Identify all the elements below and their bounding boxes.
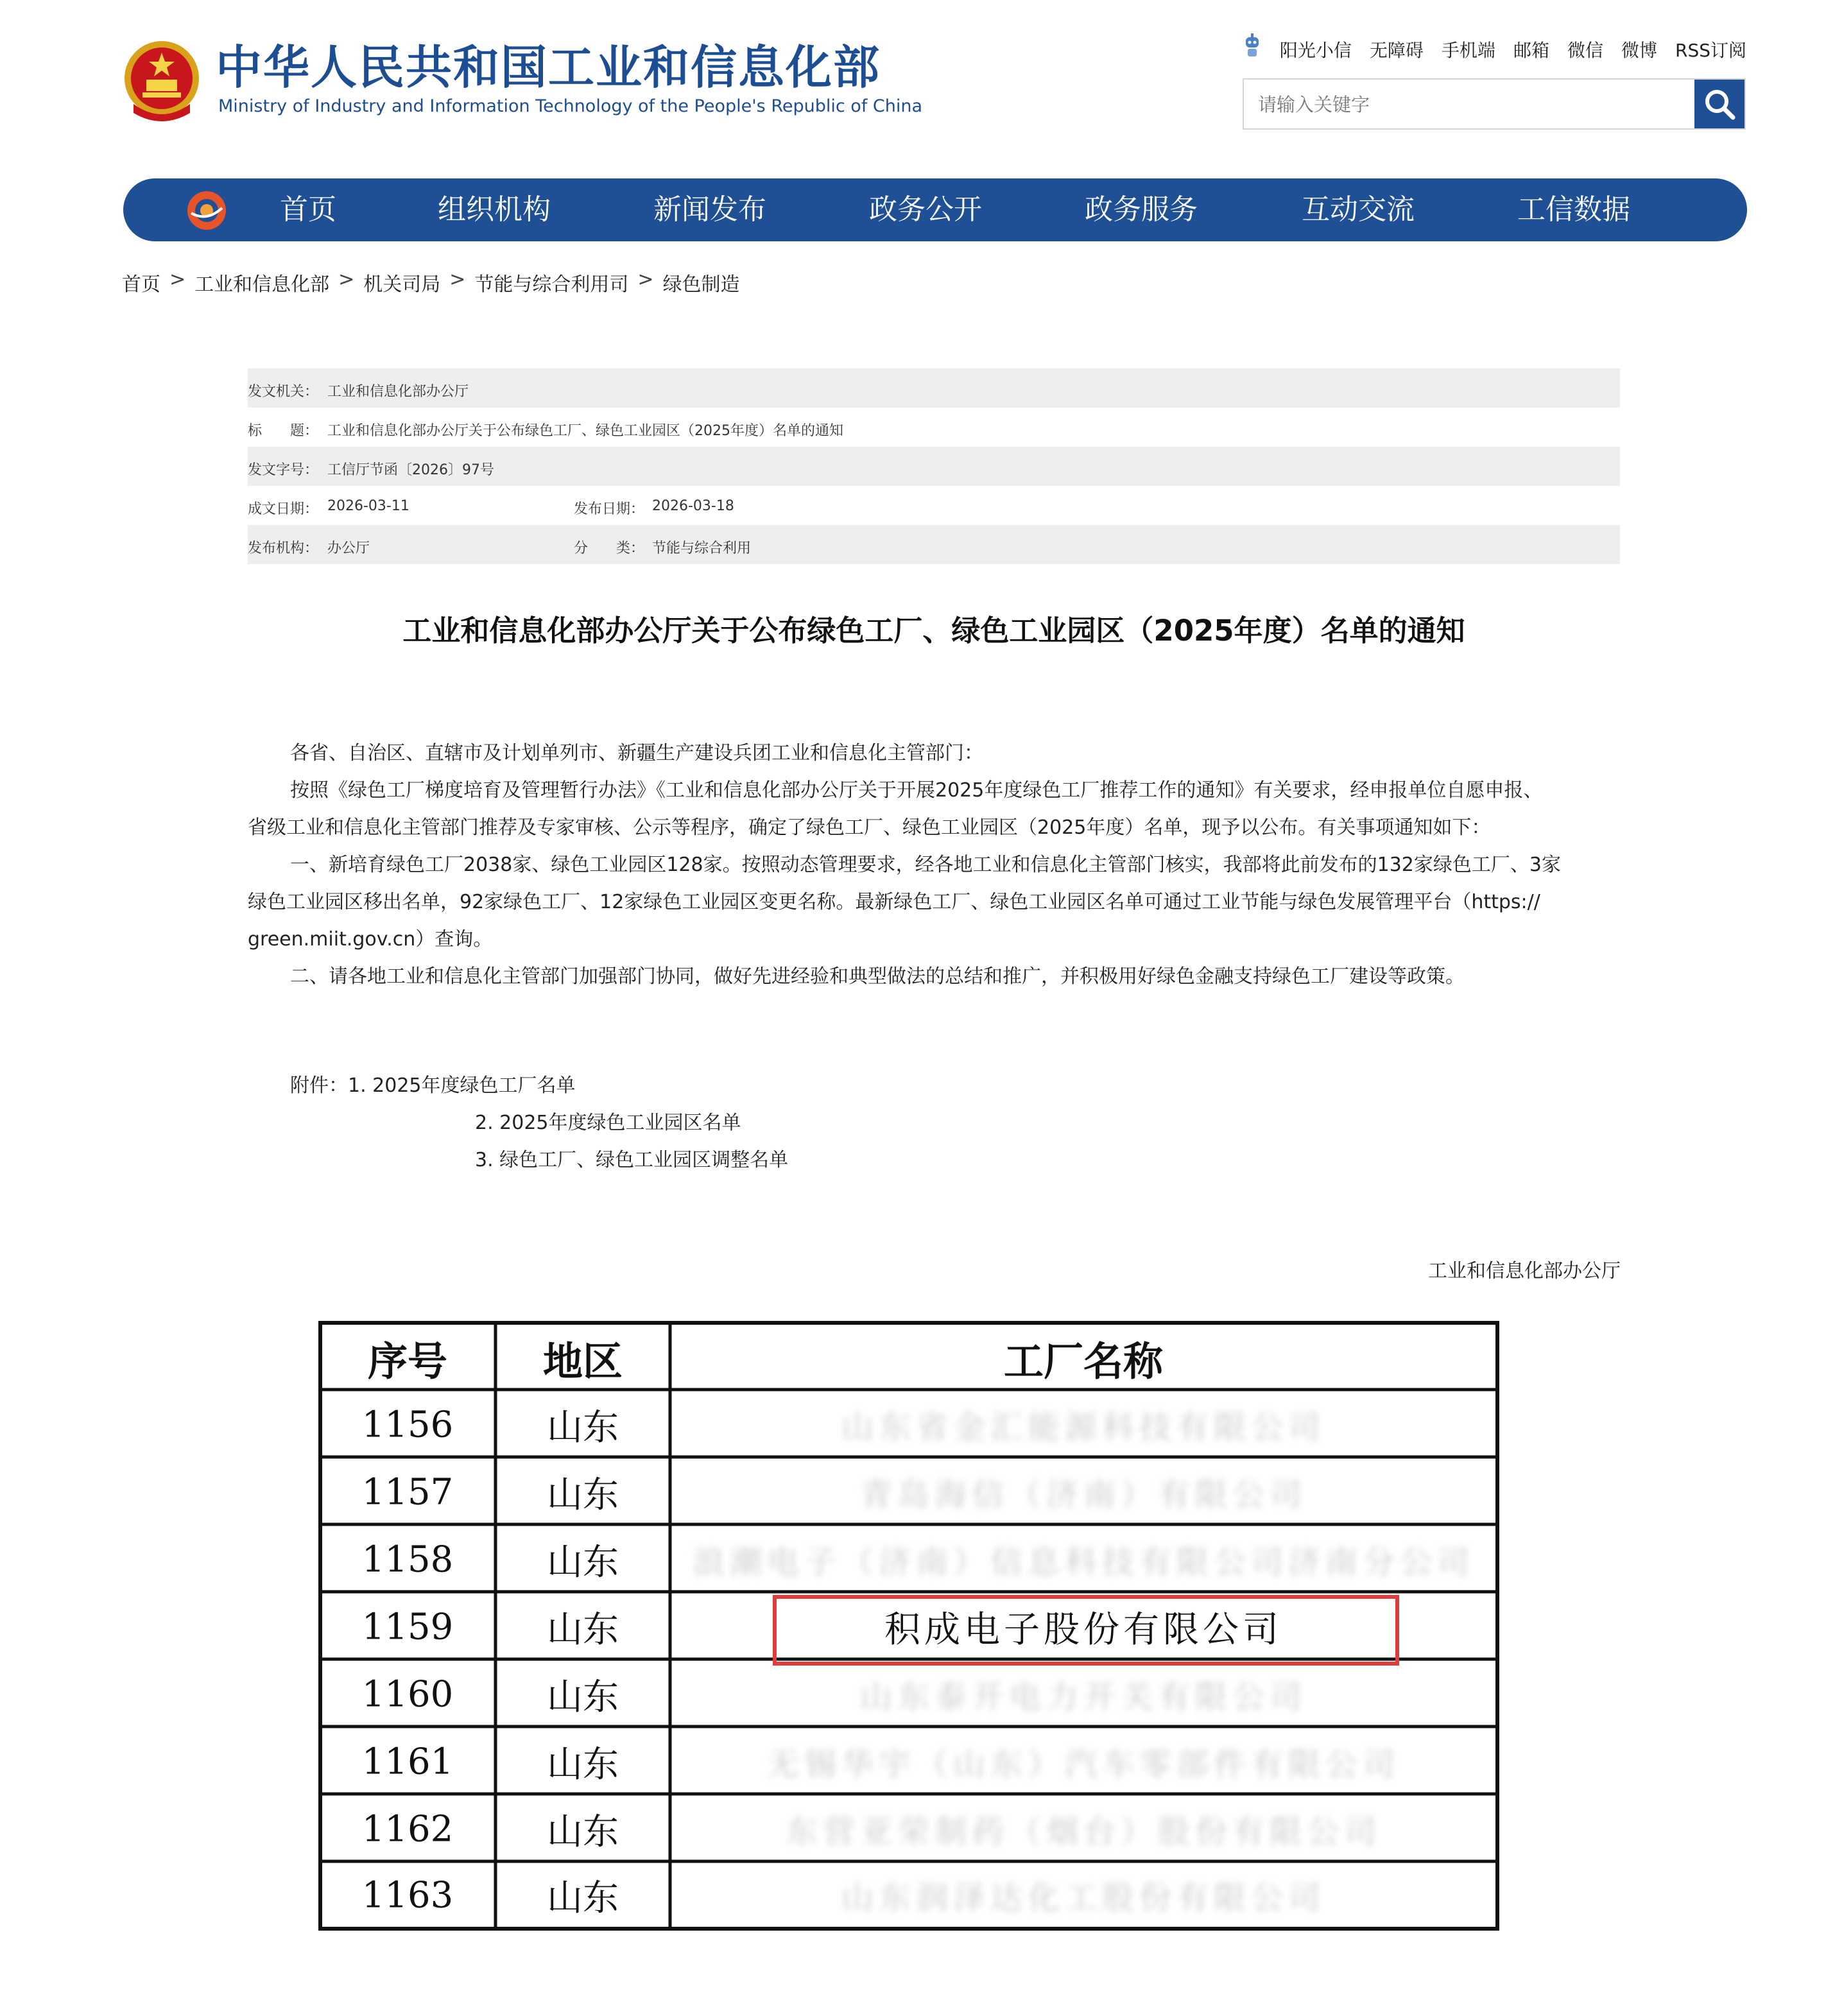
nav-government-affairs[interactable]: 政务公开: [869, 193, 982, 226]
search-icon: [1694, 80, 1744, 128]
ministry-logo-icon: [185, 189, 228, 232]
meta-category: 节能与综合利用: [652, 540, 752, 556]
meta-row-dates: [248, 486, 1620, 525]
table-cell-no: 1163: [361, 1874, 454, 1917]
robot-icon[interactable]: [1243, 33, 1262, 65]
highlight-box: [773, 1595, 1399, 1666]
nav-home[interactable]: 首页: [280, 193, 336, 226]
search-input[interactable]: [1244, 80, 1709, 130]
paragraph-salutation: 各省、自治区、直辖市及计划单列市、新疆生产建设兵团工业和信息化主管部门：: [290, 742, 983, 764]
search-box: [1243, 78, 1746, 130]
table-cell-no: 1161: [361, 1741, 454, 1783]
table-cell-factory-blurred: 山东泰开电力开关有限公司: [860, 1678, 1307, 1716]
link-sunshine[interactable]: 阳光小信: [1279, 39, 1352, 61]
breadcrumb-separator: >: [449, 268, 466, 291]
attachment-1[interactable]: 附件：1. 2025年度绿色工厂名单: [290, 1074, 576, 1097]
table-cell-factory-highlighted: 积成电子股份有限公司: [884, 1609, 1282, 1651]
table-cell-no: 1159: [361, 1606, 454, 1648]
breadcrumb-energy-dept[interactable]: 节能与综合利用司: [474, 273, 629, 296]
paragraph-line: 省级工业和信息化主管部门推荐及专家审核、公示等程序，确定了绿色工厂、绿色工业园区（2025年度）名单，现予以公布。有关事项通知如下：: [248, 816, 1491, 839]
meta-row-title: [248, 408, 1620, 447]
meta-published-date: 2026-03-18: [652, 498, 734, 514]
breadcrumb-ministry[interactable]: 工业和信息化部: [194, 273, 330, 296]
table-cell-region: 山东: [547, 1676, 619, 1718]
table-cell-no: 1158: [361, 1538, 454, 1581]
table-cell-factory-blurred: 东营亚荣制药（烟台）股份有限公司: [786, 1813, 1381, 1850]
attachment-3[interactable]: 3. 绿色工厂、绿色工业园区调整名单: [475, 1149, 789, 1171]
nav-organization[interactable]: 组织机构: [438, 193, 551, 226]
site-subtitle: Ministry of Industry and Information Technology of the People's Republic of China: [218, 96, 923, 116]
table-cell-no: 1156: [361, 1404, 454, 1446]
nav-data[interactable]: 工信数据: [1517, 193, 1630, 226]
meta-label: 标 题：: [248, 423, 319, 439]
table-cell-no: 1157: [361, 1471, 454, 1513]
meta-created-date: 2026-03-11: [327, 498, 409, 514]
link-mobile[interactable]: 手机端: [1441, 39, 1495, 61]
attachment-2[interactable]: 2. 2025年度绿色工业园区名单: [475, 1112, 741, 1134]
meta-label: 发文机关：: [248, 384, 319, 400]
table-cell-region: 山东: [547, 1542, 619, 1583]
document-title: 工业和信息化部办公厅关于公布绿色工厂、绿色工业园区（2025年度）名单的通知: [402, 614, 1465, 648]
main-nav: [123, 178, 1747, 241]
table-cell-region: 山东: [547, 1609, 619, 1651]
national-emblem-icon: [122, 37, 202, 125]
meta-label: 发文字号：: [248, 462, 319, 478]
factory-list-table: [318, 1321, 1499, 1931]
site-title[interactable]: 中华人民共和国工业和信息化部: [216, 40, 881, 94]
link-accessibility[interactable]: 无障碍: [1369, 39, 1424, 61]
nav-interaction[interactable]: 互动交流: [1302, 193, 1415, 226]
table-cell-factory-blurred: 无锡华宇（山东）汽车零部件有限公司: [767, 1746, 1400, 1783]
table-cell-factory-blurred: 浪潮电子（济南）信息科技有限公司济南分公司: [693, 1544, 1474, 1581]
table-header-region: 地区: [542, 1338, 623, 1385]
paragraph-line: 二、请各地工业和信息化主管部门加强部门协同，做好先进经验和典型做法的总结和推广，并积极用好绿色金融支持绿色工厂建设等政策。: [290, 965, 1465, 988]
breadcrumb: [122, 268, 740, 297]
search-button[interactable]: [1694, 80, 1744, 128]
breadcrumb-separator: >: [169, 268, 186, 291]
paragraph-line: 按照《绿色工厂梯度培育及管理暂行办法》《工业和信息化部办公厅关于开展2025年度绿色工厂推荐工作的通知》有关要求，经申报单位自愿申报、: [290, 779, 1543, 802]
link-weibo[interactable]: 微博: [1621, 39, 1657, 61]
top-links: [1243, 33, 1746, 65]
breadcrumb-separator: >: [338, 268, 355, 291]
breadcrumb-departments[interactable]: 机关司局: [363, 273, 441, 296]
paragraph-line: green.miit.gov.cn）查询。: [248, 928, 493, 951]
meta-row-docno: [248, 447, 1620, 486]
document-meta-table: [248, 368, 1620, 564]
signature: 工业和信息化部办公厅: [1428, 1260, 1621, 1282]
table-cell-no: 1160: [361, 1673, 454, 1716]
meta-row-issuer: [248, 368, 1620, 408]
table-header-factory: 工厂名称: [1003, 1338, 1164, 1385]
meta-label: 分 类：: [574, 540, 645, 556]
table-cell-factory-blurred: 山东省金汇能源科技有限公司: [841, 1409, 1325, 1446]
link-rss[interactable]: RSS订阅: [1675, 39, 1746, 61]
meta-org: 办公厅: [327, 540, 370, 556]
nav-news[interactable]: 新闻发布: [653, 193, 766, 226]
table-cell-region: 山东: [547, 1811, 619, 1853]
paragraph-line: 一、新培育绿色工厂2038家、绿色工业园区128家。按照动态管理要求，经各地工业和信息化主管部门核实，我部将此前发布的132家绿色工厂、3家: [290, 854, 1561, 876]
meta-issuer: 工业和信息化部办公厅: [327, 384, 469, 400]
table-cell-region: 山东: [547, 1877, 619, 1919]
meta-label: 发布机构：: [248, 540, 319, 556]
table-cell-region: 山东: [547, 1474, 619, 1516]
meta-title: 工业和信息化部办公厅关于公布绿色工厂、绿色工业园区（2025年度）名单的通知: [327, 423, 843, 439]
meta-docno: 工信厅节函〔2026〕97号: [327, 462, 494, 478]
meta-label: 发布日期：: [574, 501, 645, 517]
link-mail[interactable]: 邮箱: [1513, 39, 1549, 61]
table-cell-region: 山东: [547, 1407, 619, 1449]
table-cell-factory-blurred: 青岛海信（济南）有限公司: [860, 1476, 1307, 1513]
nav-services[interactable]: 政务服务: [1085, 193, 1198, 226]
link-wechat[interactable]: 微信: [1567, 39, 1603, 61]
table-cell-region: 山东: [547, 1744, 619, 1786]
breadcrumb-green-manufacturing[interactable]: 绿色制造: [662, 273, 740, 296]
breadcrumb-home[interactable]: 首页: [122, 273, 160, 296]
table-cell-no: 1162: [361, 1808, 454, 1850]
table-cell-factory-blurred: 山东润泽达化工股份有限公司: [841, 1879, 1325, 1917]
meta-row-org: [248, 525, 1620, 564]
table-header-no: 序号: [367, 1338, 448, 1385]
breadcrumb-separator: >: [637, 268, 654, 291]
meta-label: 成文日期：: [248, 501, 319, 517]
paragraph-line: 绿色工业园区移出名单，92家绿色工厂、12家绿色工业园区变更名称。最新绿色工厂、绿色工业园区名单可通过工业节能与绿色发展管理平台（https://: [248, 891, 1540, 913]
